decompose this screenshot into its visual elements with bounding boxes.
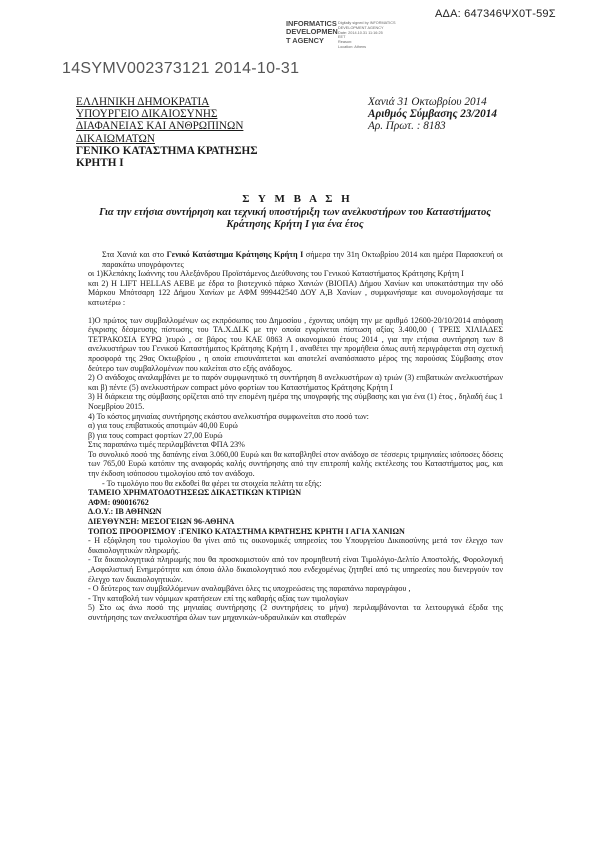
agency-line: INFORMATICS	[286, 19, 337, 28]
text-run: σήμερα την 31η Οκτωβρίου 2014 και ημέρα Παρασκευή οι παρακάτω υπογράφοντες	[102, 250, 503, 269]
paragraph: - Ο δεύτερος των συμβαλλόμενων αναλαμβάνει όλες τις υποχρεώσεις της παραπάνω παραγράφου ,	[88, 584, 411, 594]
agency-line: DEVELOPMEN	[286, 27, 338, 37]
document-id: 14SYMV002373121 2014-10-31	[62, 60, 300, 77]
signature-line: Digitally signed by INFORMATICS	[338, 21, 396, 25]
reference-block	[368, 96, 497, 133]
paragraph: Δ.Ο.Υ.: ΙΒ ΑΘΗΝΩΝ	[88, 507, 162, 517]
issuer-block	[76, 96, 258, 169]
paragraph	[88, 250, 503, 269]
paragraph: - Την καταβολή των νόμιμων κρατήσεων επί της καθαρής αξίας των τιμολογίων	[88, 593, 349, 603]
paragraph: 4) Το κόστος μηνιαίας συντήρησης εκάστου ανελκυστήρα συμφωνείται στο ποσό των:	[88, 411, 369, 421]
document-title: Σ Υ Μ Β Α Σ Η	[242, 193, 353, 205]
paragraph: 3) Η διάρκεια της σύμβασης ορίζεται από την επομένη ημέρα της υπογραφής της σύμβασης και για ένα (1) έτος , δηλαδή έως 1 Νοεμβρίου 2015.	[88, 392, 503, 411]
paragraph: α) για τους επιβατικούς αποτιμών 40,00 Ευρώ	[88, 421, 238, 431]
ada-code: ΑΔΑ: 647346ΨΧ0Τ-59Σ	[435, 8, 556, 20]
signature-line: EET	[338, 35, 346, 40]
paragraph: Το συνολικό ποσό της δαπάνης είναι 3.060,00 Ευρώ και θα καταβληθεί στον ανάδοχο σε τέσσερις τριμηνιαίες ισόποσες δόσεις των 765,00 Ευρώ κατόπιν της αναφοράς καλής συντήρησης από την επιτροπή καλής εκτέλεσης του Καταστήματος μας, και την έκδοση ισόποσου τιμολογίου από τον ανάδοχο.	[88, 449, 503, 479]
text-run: Στα Χανιά και στο	[102, 250, 167, 259]
contract-body	[88, 250, 503, 623]
issuer-line: ΚΡΗΤΗ Ι	[76, 157, 124, 170]
signature-line: DEVELOPMENT AGENCY	[338, 25, 384, 30]
paragraph: ΔΙΕΥΘΥΝΣΗ: ΜΕΣΟΓΕΙΩΝ 96-ΑΘΗΝΑ	[88, 517, 235, 527]
issuer-line: ΔΙΚΑΙΩΜΑΤΩΝ	[76, 132, 155, 145]
agency-stamp	[286, 20, 338, 45]
issuer-line: ΥΠΟΥΡΓΕΙΟ ΔΙΚΑΙΟΣΥΝΗΣ	[76, 108, 218, 121]
paragraph: οι 1)Κλεπάκης Ιωάννης του Αλεξάνδρου Προϊστάμενος Διεύθυνσης του Γενικού Καταστήματος Κράτησης Κρήτη Ι	[88, 269, 464, 279]
contract-number: Αριθμός Σύμβασης 23/2014	[368, 108, 497, 121]
paragraph: Στις παραπάνω τιμές περιλαμβάνεται ΦΠΑ 23%	[88, 440, 245, 450]
text-run: Γενικό Κατάστημα Κράτησης Κρήτη Ι	[166, 250, 304, 259]
issuer-line: ΕΛΛΗΝΙΚΗ ΔΗΜΟΚΡΑΤΙΑ	[76, 96, 210, 108]
paragraph: - Η εξόφληση του τιμολογίου θα γίνει από τις οικονομικές υπηρεσίες του Υπουργείου Δικαιοσύνης μετά τον έλεγχο των δικαιολογητικών πληρωμής.	[88, 536, 503, 555]
paragraph: ΤΑΜΕΙΟ ΧΡΗΜΑΤΟΔΟΤΗΣΕΩΣ ΔΙΚΑΣΤΙΚΩΝ ΚΤΙΡΙΩΝ	[88, 488, 302, 498]
paragraph: 5) Στο ως άνω ποσό της μηνιαίας συντήρησης (2 συντηρήσεις το μήνα) περιλαμβάνονται τα λειτουργικά έξοδα της συντήρησης των ανελκυστήρα όλων των μηχανικών-υδραυλικών και σταθερών	[88, 603, 503, 622]
signature-line: Date: 2014.10.31 11:16:25	[338, 30, 383, 35]
protocol-number: Αρ. Πρωτ. : 8183	[368, 120, 446, 133]
paragraph: ΤΟΠΟΣ ΠΡΟΟΡΙΣΜΟΥ :ΓΕΝΙΚΟ ΚΑΤΑΣΤΗΜΑ ΚΡΑΤΗΣΗΣ ΚΡΗΤΗ Ι ΑΓΙΑ ΧΑΝΙΩΝ	[88, 526, 405, 536]
digital-signature	[338, 21, 396, 50]
paragraph: 2) Ο ανάδοχος αναλαμβάνει με το παρόν συμφωνητικό τη συντήρηση 8 ανελκυστήρων α) τριών (3) επιβατικών ανελκυστήρων και β) πέντε (5) ανελκυστήρων compact μόνο φορτίων του Καταστήματος Κράτησης Κρήτη Ι	[88, 373, 503, 392]
agency-line: T AGENCY	[286, 35, 324, 45]
document-subtitle: Για την ετήσια συντήρηση και τεχνική υποστήριξη των ανελκυστήρων του Καταστήματος Κράτησης Κρήτη Ι για ένα έτος	[99, 207, 491, 231]
signature-line: Reason:	[338, 40, 353, 45]
document-date: Χανιά 31 Οκτωβρίου 2014	[368, 96, 487, 108]
paragraph: ΑΦΜ: 090016762	[88, 497, 149, 507]
signature-line: Location: Athens	[338, 44, 367, 49]
paragraph: - Το τιμολόγιο που θα εκδοθεί θα φέρει τα στοιχεία πελάτη τα εξής:	[102, 478, 322, 488]
paragraph: και 2) Η LIFT HELLAS AEBE με έδρα το βιοτεχνικό πάρκο Χανιών (ΒΙΟΠΑ) Δήμου Χανίων και υποκατάστημα την οδό Μάρκου Μπότσαρη 122 Δήμου Χανίων με ΑΦΜ 999442540 ΔΟΥ Α,Β Χανίων , συμφωνήσαμε και συνομολογήσαμε τα κατωτέρω :	[88, 278, 503, 307]
paragraph: - Τα δικαιολογητικά πληρωμής που θα προσκομιστούν από τον προμηθευτή είναι Τιμολόγιο-Δελτίο Αποστολής, Φορολογική ,Ασφαλιστική Ενημερότητα και όποιο άλλο δικαιολογητικό που ενδεχομένως ζητηθεί από τις υπηρεσίες που διενεργούν τον έλεγχο των δικαιολογητικών.	[88, 555, 503, 584]
issuer-line: ΓΕΝΙΚΟ ΚΑΤΑΣΤΗΜΑ ΚΡΑΤΗΣΗΣ	[76, 144, 258, 157]
paragraph: β) για τους compact φορτίων 27,00 Ευρώ	[88, 430, 223, 440]
paragraph: 1)Ο πρώτος των συμβαλλομένων ως εκπρόσωπος του Δημοσίου , έχοντας υπόψη την με αριθμό 12600-20/10/2014 απόφαση έγκρισης δέσμευσης πίστωσης του ΤΑ.Χ.ΔΙ.Κ με την οποία εγκρίνεται πίστωση αξίας 3.400,00 ( ΤΡΕΙΣ ΧΙΛΙΑΔΕΣ ΤΕΤΡΑΚΟΣΙΑ ΕΥΡΩ )ευρώ , σε βάρος του ΚΑΕ 0863 Α οικονομικού έτους 2014 , για την ετήσια συντήρηση των 8 ανελκυστήρων του Γενικού Καταστήματος Κράτησης Κρήτη Ι , αναθέτει την προμήθεια όπως αυτή περιγράφεται στη σχετική προσφορά της 29ας Οκτωβρίου , η οποία επισυνάπτεται και αποτελεί αναπόσπαστο μέρος της παρούσας Σύμβασης στον δεύτερο των συμβαλλομένων που καλείται στο εξής ανάδοχος.	[88, 315, 503, 373]
issuer-line: ΔΙΑΦΑΝΕΙΑΣ ΚΑΙ ΑΝΘΡΩΠΙΝΩΝ	[76, 120, 244, 133]
